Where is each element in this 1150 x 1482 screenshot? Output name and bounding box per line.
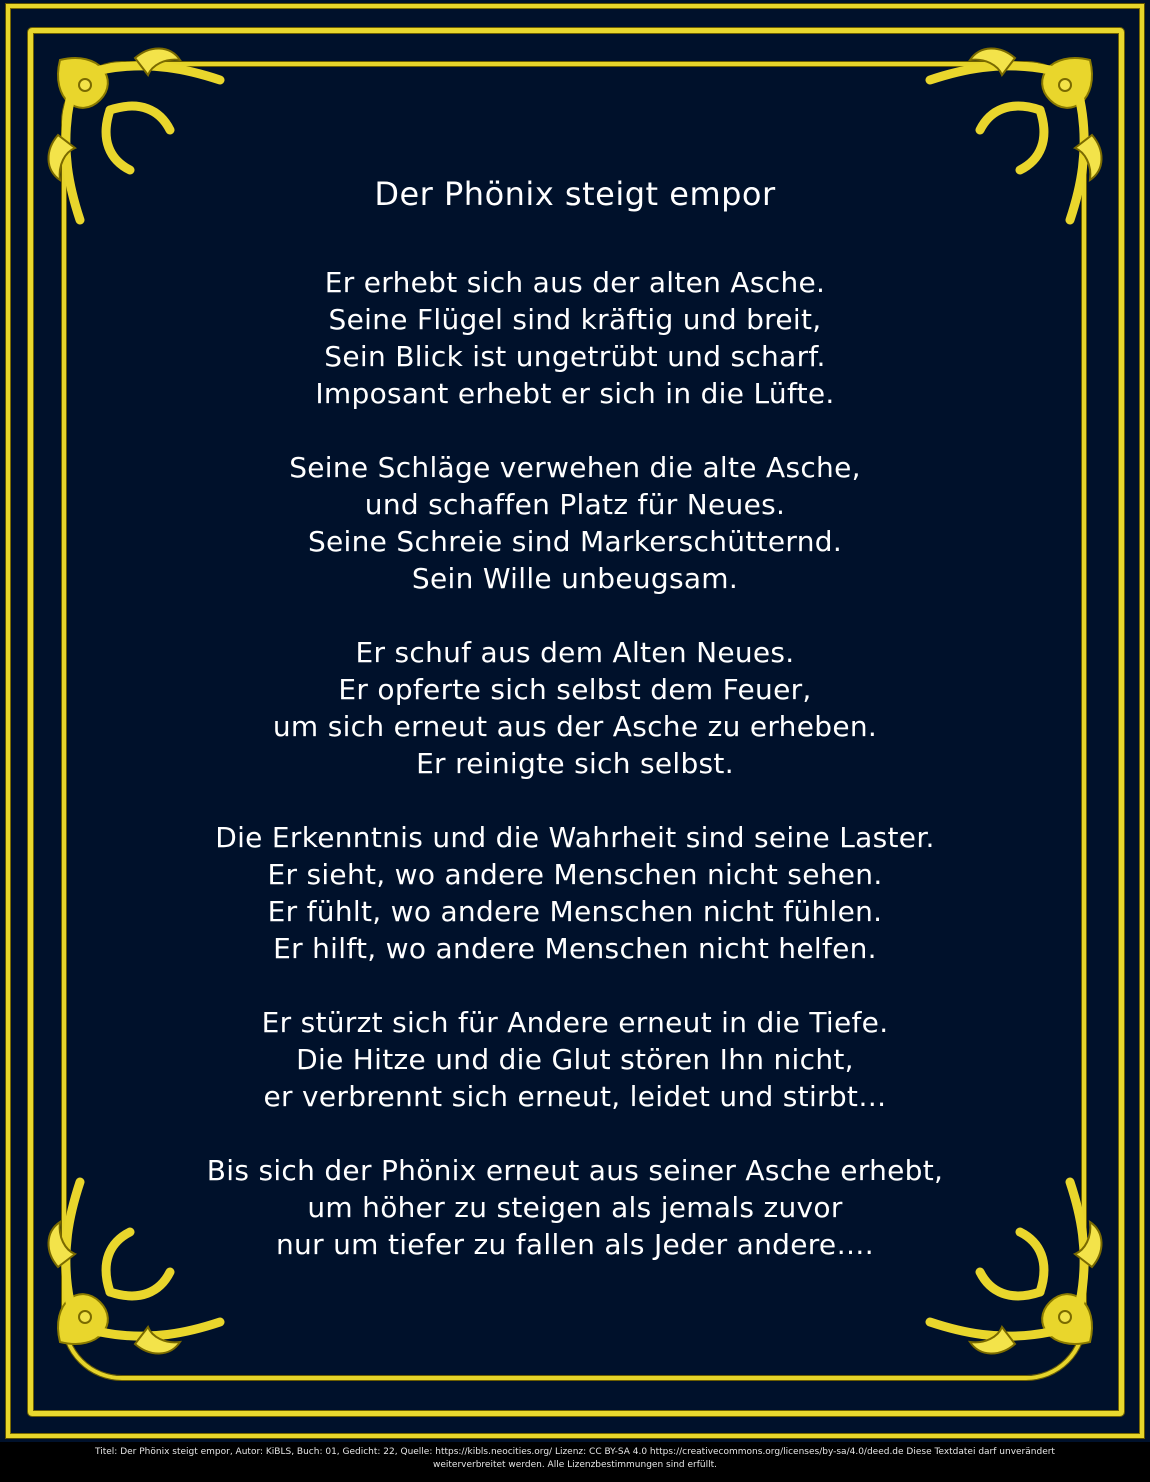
poem-line: Er hilft, wo andere Menschen nicht helfen. (273, 932, 877, 965)
poem-line: Imposant erhebt er sich in die Lüfte. (315, 377, 835, 410)
footer-line: weiterverbreitet werden. Alle Lizenzbestimmungen sind erfüllt. (432, 1460, 717, 1470)
stanza (100, 449, 1050, 597)
poem-line: und schaffen Platz für Neues. (364, 488, 786, 521)
stanza (100, 1004, 1050, 1115)
poem-line: Er sieht, wo andere Menschen nicht sehen. (267, 858, 883, 891)
poem-line: Die Hitze und die Glut stören Ihn nicht, (296, 1043, 854, 1076)
poem-line: Sein Blick ist ungetrübt und scharf. (324, 340, 826, 373)
poem-title: Der Phönix steigt empor (374, 175, 776, 213)
poem-line: Bis sich der Phönix erneut aus seiner Asche erhebt, (206, 1154, 944, 1187)
poem-line: um höher zu steigen als jemals zuvor (307, 1191, 843, 1224)
stanza (100, 264, 1050, 412)
poem-line: Seine Schläge verwehen die alte Asche, (289, 451, 861, 484)
stanza (100, 1152, 1050, 1263)
poem-line: Die Erkenntnis und die Wahrheit sind seine Laster. (215, 821, 935, 854)
poem-line: Er fühlt, wo andere Menschen nicht fühlen. (267, 895, 883, 928)
poem-line: Seine Schreie sind Markerschütternd. (307, 525, 843, 558)
poem-line: Er opferte sich selbst dem Feuer, (338, 673, 812, 706)
stanza (100, 634, 1050, 782)
poem-body (100, 170, 1050, 1300)
poem-line: um sich erneut aus der Asche zu erheben. (272, 710, 878, 743)
footer-line: Titel: Der Phönix steigt empor, Autor: KiBLS, Buch: 01, Gedicht: 22, Quelle: https://kibls.neocities.org/ Lizenz: CC BY-SA 4.0 https://creativecommons.org/licenses/by-sa/4.0/deed.de Diese Textdatei darf unverändert (95, 1447, 1055, 1457)
poem-line: Er erhebt sich aus der alten Asche. (324, 266, 826, 299)
poem-line: Seine Flügel sind kräftig und breit, (328, 303, 822, 336)
stanza (100, 819, 1050, 967)
license-footer (0, 1446, 1150, 1472)
poem-line: er verbrennt sich erneut, leidet und stirbt… (263, 1080, 887, 1113)
poem-line: Er reinigte sich selbst. (416, 747, 734, 780)
poem-line: Sein Wille unbeugsam. (411, 562, 739, 595)
poem-line: nur um tiefer zu fallen als Jeder andere…. (276, 1228, 874, 1261)
poem-line: Er stürzt sich für Andere erneut in die Tiefe. (261, 1006, 889, 1039)
poem-line: Er schuf aus dem Alten Neues. (355, 636, 795, 669)
